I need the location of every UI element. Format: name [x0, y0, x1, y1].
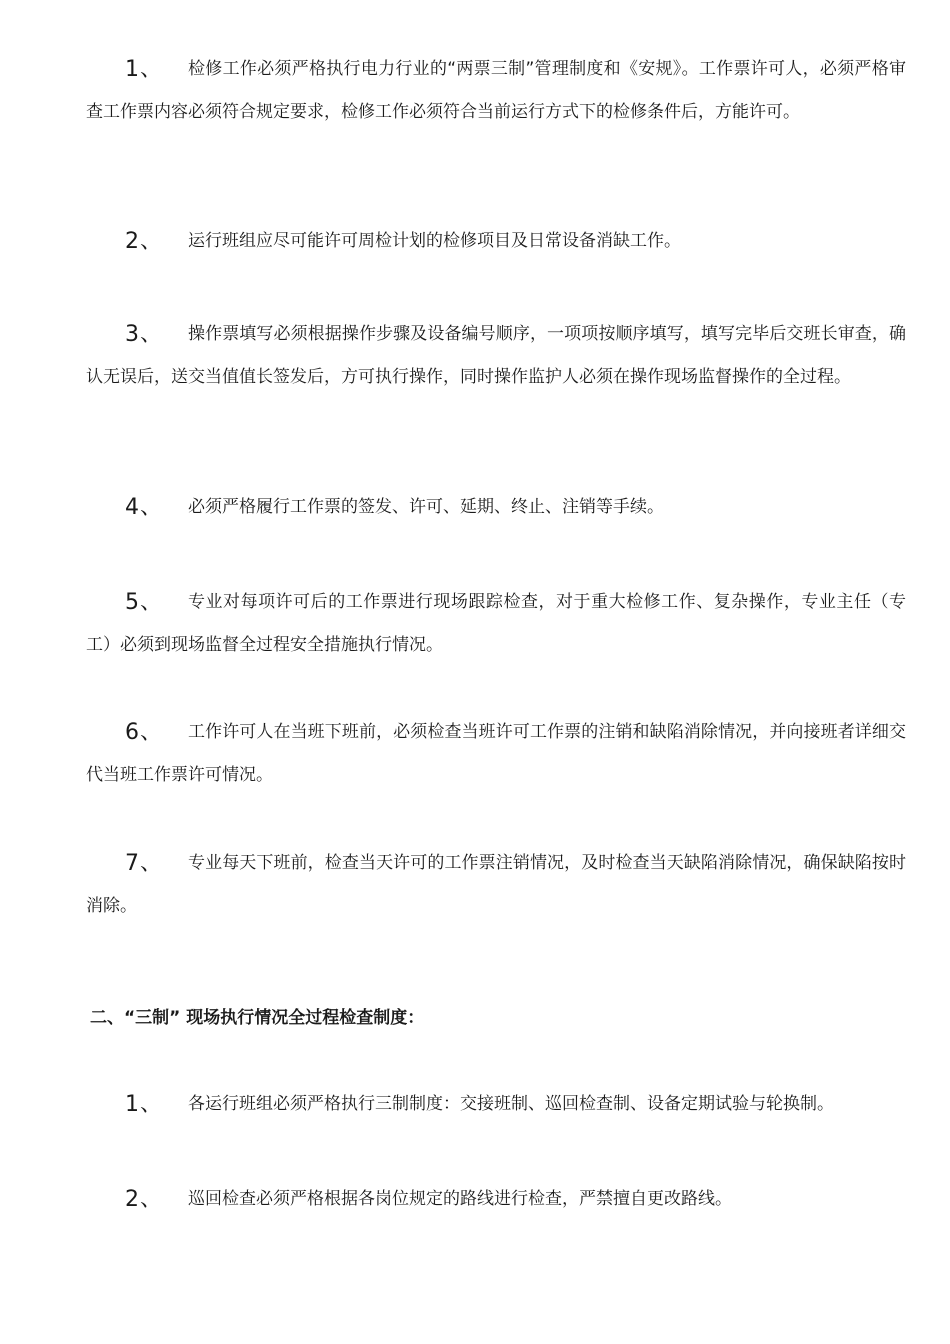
item-text: 专业对每项许可后的工作票进行现场跟踪检查，对于重大检修工作、复杂操作，专业主任（专工）必须到现场监督全过程安全措施执行情况。	[86, 592, 906, 655]
list-item	[86, 711, 906, 797]
item-number: 3、	[125, 322, 163, 347]
item-number: 5、	[125, 590, 163, 615]
item-text: 巡回检查必须严格根据各岗位规定的路线进行检查，严禁擅自更改路线。	[188, 1189, 732, 1209]
item-number: 1、	[125, 1092, 163, 1117]
item-number: 2、	[125, 1187, 163, 1212]
item-text: 专业每天下班前，检查当天许可的工作票注销情况，及时检查当天缺陷消除情况，确保缺陷按时消除。	[86, 853, 906, 916]
item-text: 操作票填写必须根据操作步骤及设备编号顺序，一项项按顺序填写，填写完毕后交班长审查，确认无误后，送交当值值长签发后，方可执行操作，同时操作监护人必须在操作现场监督操作的全过程。	[86, 324, 906, 387]
item-text: 检修工作必须严格执行电力行业的“两票三制”管理制度和《安规》。工作票许可人，必须严格审查工作票内容必须符合规定要求，检修工作必须符合当前运行方式下的检修条件后，方能许可。	[86, 59, 906, 122]
list-item	[86, 842, 906, 928]
item-text: 运行班组应尽可能许可周检计划的检修项目及日常设备消缺工作。	[188, 231, 681, 251]
list-item	[86, 48, 906, 134]
item-number: 4、	[125, 495, 163, 520]
list-item	[86, 486, 906, 529]
item-text: 必须严格履行工作票的签发、许可、延期、终止、注销等手续。	[188, 497, 664, 517]
item-number: 7、	[125, 851, 163, 876]
list-item	[86, 581, 906, 667]
item-number: 2、	[125, 229, 163, 254]
item-number: 1、	[125, 57, 163, 82]
section-heading: 二、“三制” 现场执行情况全过程检查制度：	[90, 1008, 425, 1028]
list-item	[86, 313, 906, 399]
item-text: 各运行班组必须严格执行三制制度：交接班制、巡回检查制、设备定期试验与轮换制。	[188, 1094, 834, 1114]
list-item	[86, 1178, 906, 1221]
item-text: 工作许可人在当班下班前，必须检查当班许可工作票的注销和缺陷消除情况，并向接班者详细交代当班工作票许可情况。	[86, 722, 906, 785]
item-number: 6、	[125, 720, 163, 745]
list-item	[86, 220, 906, 263]
list-item	[86, 1083, 906, 1126]
